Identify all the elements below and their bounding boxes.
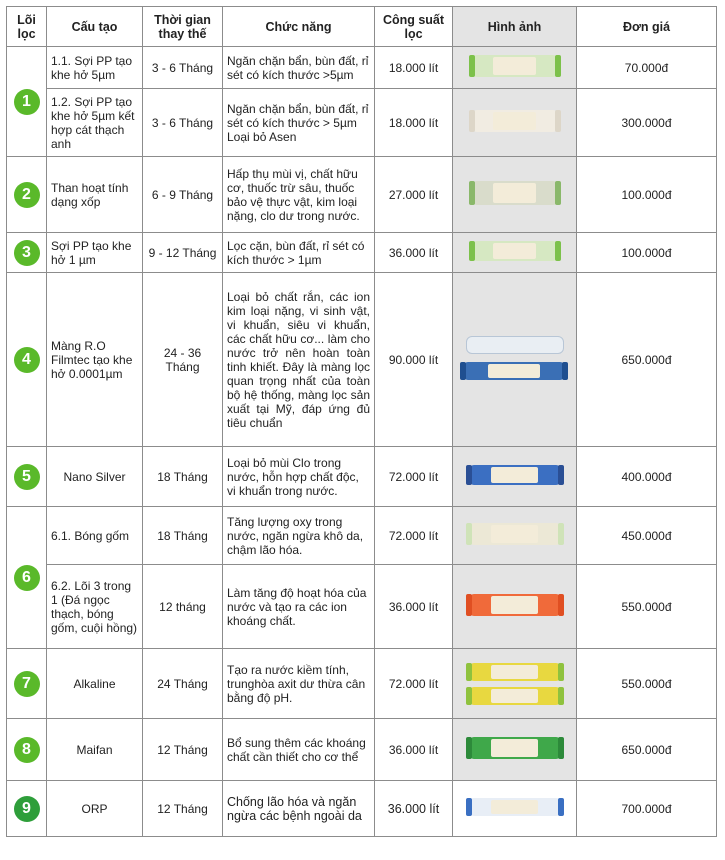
capacity-cell: 72.000 lít bbox=[375, 447, 453, 507]
replace-cell: 18 Tháng bbox=[143, 447, 223, 507]
header-replace: Thời gian thay thế bbox=[143, 7, 223, 47]
ro-housing-image bbox=[466, 336, 564, 354]
core-cell bbox=[7, 273, 47, 447]
table-row bbox=[7, 157, 717, 233]
image-cell bbox=[453, 89, 577, 157]
table-row bbox=[7, 233, 717, 273]
price-cell: 550.000đ bbox=[577, 565, 717, 649]
filter-price-table bbox=[6, 6, 717, 837]
badge-2: 2 bbox=[14, 182, 40, 208]
price-cell: 650.000đ bbox=[577, 719, 717, 781]
replace-cell: 6 - 9 Tháng bbox=[143, 157, 223, 233]
core-cell bbox=[7, 157, 47, 233]
table-row bbox=[7, 89, 717, 157]
capacity-cell: 36.000 lít bbox=[375, 719, 453, 781]
table-row bbox=[7, 649, 717, 719]
price-cell: 70.000đ bbox=[577, 47, 717, 89]
core-cell bbox=[7, 719, 47, 781]
structure-cell: Than hoạt tính dạng xốp bbox=[47, 157, 143, 233]
image-cell bbox=[453, 157, 577, 233]
structure-cell: 1.1. Sợi PP tạo khe hở 5µm bbox=[47, 47, 143, 89]
capacity-cell: 36.000 lít bbox=[375, 781, 453, 837]
core-cell bbox=[7, 781, 47, 837]
table-row bbox=[7, 565, 717, 649]
image-cell bbox=[453, 719, 577, 781]
image-cell bbox=[453, 273, 577, 447]
replace-cell: 12 tháng bbox=[143, 565, 223, 649]
structure-cell: Sợi PP tạo khe hở 1 µm bbox=[47, 233, 143, 273]
capacity-cell: 18.000 lít bbox=[375, 89, 453, 157]
table-row bbox=[7, 719, 717, 781]
filter-image bbox=[470, 523, 560, 545]
price-cell: 400.000đ bbox=[577, 447, 717, 507]
replace-cell: 3 - 6 Tháng bbox=[143, 47, 223, 89]
function-cell: Ngăn chặn bẩn, bùn đất, rỉ sét có kích thước > 5µm Loại bỏ Asen bbox=[223, 89, 375, 157]
filter-image bbox=[470, 594, 560, 616]
structure-cell: ORP bbox=[47, 781, 143, 837]
core-cell bbox=[7, 233, 47, 273]
function-cell: Tạo ra nước kiềm tính, trunghòa axit dư thừa cân bằng độ pH. bbox=[223, 649, 375, 719]
image-cell bbox=[453, 781, 577, 837]
core-cell bbox=[7, 447, 47, 507]
header-function: Chức năng bbox=[223, 7, 375, 47]
replace-cell: 18 Tháng bbox=[143, 507, 223, 565]
core-cell bbox=[7, 649, 47, 719]
table-row bbox=[7, 47, 717, 89]
function-cell: Loại bỏ mùi Clo trong nước, hỗn hợp chất độc, vi khuẩn trong nước. bbox=[223, 447, 375, 507]
image-cell bbox=[453, 447, 577, 507]
header-price: Đơn giá bbox=[577, 7, 717, 47]
capacity-cell: 90.000 lít bbox=[375, 273, 453, 447]
structure-cell: Nano Silver bbox=[47, 447, 143, 507]
capacity-cell: 36.000 lít bbox=[375, 565, 453, 649]
price-cell: 100.000đ bbox=[577, 233, 717, 273]
filter-image-2 bbox=[470, 687, 560, 705]
price-cell: 300.000đ bbox=[577, 89, 717, 157]
replace-cell: 3 - 6 Tháng bbox=[143, 89, 223, 157]
function-cell: Chống lão hóa và ngăn ngừa các bệnh ngoài da bbox=[223, 781, 375, 837]
capacity-cell: 27.000 lít bbox=[375, 157, 453, 233]
badge-6: 6 bbox=[14, 565, 40, 591]
capacity-cell: 36.000 lít bbox=[375, 233, 453, 273]
price-cell: 450.000đ bbox=[577, 507, 717, 565]
header-row bbox=[7, 7, 717, 47]
table-row bbox=[7, 447, 717, 507]
header-core: Lõi lọc bbox=[7, 7, 47, 47]
image-cell bbox=[453, 565, 577, 649]
table-row bbox=[7, 273, 717, 447]
header-capacity: Công suất lọc bbox=[375, 7, 453, 47]
price-cell: 100.000đ bbox=[577, 157, 717, 233]
image-cell bbox=[453, 47, 577, 89]
table-row bbox=[7, 507, 717, 565]
structure-cell: 6.2. Lõi 3 trong 1 (Đá ngọc thạch, bóng gốm, cuội hồng) bbox=[47, 565, 143, 649]
core-cell bbox=[7, 47, 47, 157]
function-cell: Hấp thụ mùi vị, chất hữu cơ, thuốc trừ sâu, thuốc bảo vệ thực vật, kim loại nặng, clo dư trong nước. bbox=[223, 157, 375, 233]
header-structure: Cấu tạo bbox=[47, 7, 143, 47]
structure-cell: 6.1. Bóng gốm bbox=[47, 507, 143, 565]
image-cell bbox=[453, 233, 577, 273]
replace-cell: 9 - 12 Tháng bbox=[143, 233, 223, 273]
badge-1: 1 bbox=[14, 89, 40, 115]
function-cell: Lọc cặn, bùn đất, rỉ sét có kích thước > 1µm bbox=[223, 233, 375, 273]
filter-image bbox=[464, 362, 564, 380]
price-cell: 700.000đ bbox=[577, 781, 717, 837]
filter-image bbox=[470, 465, 560, 485]
filter-image bbox=[473, 55, 557, 77]
filter-image bbox=[473, 110, 557, 132]
function-cell: Làm tăng độ hoạt hóa của nước và tạo ra các ion khoáng chất. bbox=[223, 565, 375, 649]
filter-image bbox=[473, 181, 557, 205]
capacity-cell: 72.000 lít bbox=[375, 649, 453, 719]
replace-cell: 12 Tháng bbox=[143, 781, 223, 837]
badge-3: 3 bbox=[14, 240, 40, 266]
image-cell bbox=[453, 507, 577, 565]
table-row bbox=[7, 781, 717, 837]
capacity-cell: 72.000 lít bbox=[375, 507, 453, 565]
structure-cell: Màng R.O Filmtec tạo khe hở 0.0001µm bbox=[47, 273, 143, 447]
replace-cell: 12 Tháng bbox=[143, 719, 223, 781]
filter-image bbox=[470, 798, 560, 816]
function-cell: Ngăn chặn bẩn, bùn đất, rỉ sét có kích thước >5µm bbox=[223, 47, 375, 89]
capacity-cell: 18.000 lít bbox=[375, 47, 453, 89]
structure-cell: 1.2. Sợi PP tạo khe hở 5µm kết hợp cát thạch anh bbox=[47, 89, 143, 157]
structure-cell: Maifan bbox=[47, 719, 143, 781]
filter-image bbox=[470, 663, 560, 681]
function-cell: Loại bỏ chất rắn, các ion kim loại nặng, vi sinh vật, vi khuẩn, siêu vi khuẩn, các chất hữu cơ... làm cho nước trở nên hoàn toàn tinh khiết. Đây là màng lọc quan trọng nhất của toàn bộ hệ thống, màng lọc sản xuất tại Mỹ, đáp ứng đủ tiêu chuẩn bbox=[223, 273, 375, 447]
function-cell: Tăng lượng oxy trong nước, ngăn ngừa khô da, chậm lão hóa. bbox=[223, 507, 375, 565]
badge-9: 9 bbox=[14, 796, 40, 822]
replace-cell: 24 - 36 Tháng bbox=[143, 273, 223, 447]
badge-7: 7 bbox=[14, 671, 40, 697]
price-cell: 650.000đ bbox=[577, 273, 717, 447]
badge-5: 5 bbox=[14, 464, 40, 490]
price-cell: 550.000đ bbox=[577, 649, 717, 719]
image-cell bbox=[453, 649, 577, 719]
replace-cell: 24 Tháng bbox=[143, 649, 223, 719]
function-cell: Bổ sung thêm các khoáng chất cần thiết cho cơ thể bbox=[223, 719, 375, 781]
structure-cell: Alkaline bbox=[47, 649, 143, 719]
filter-image bbox=[470, 737, 560, 759]
filter-image bbox=[473, 241, 557, 261]
core-cell bbox=[7, 507, 47, 649]
badge-8: 8 bbox=[14, 737, 40, 763]
badge-4: 4 bbox=[14, 347, 40, 373]
header-image: Hình ảnh bbox=[453, 7, 577, 47]
